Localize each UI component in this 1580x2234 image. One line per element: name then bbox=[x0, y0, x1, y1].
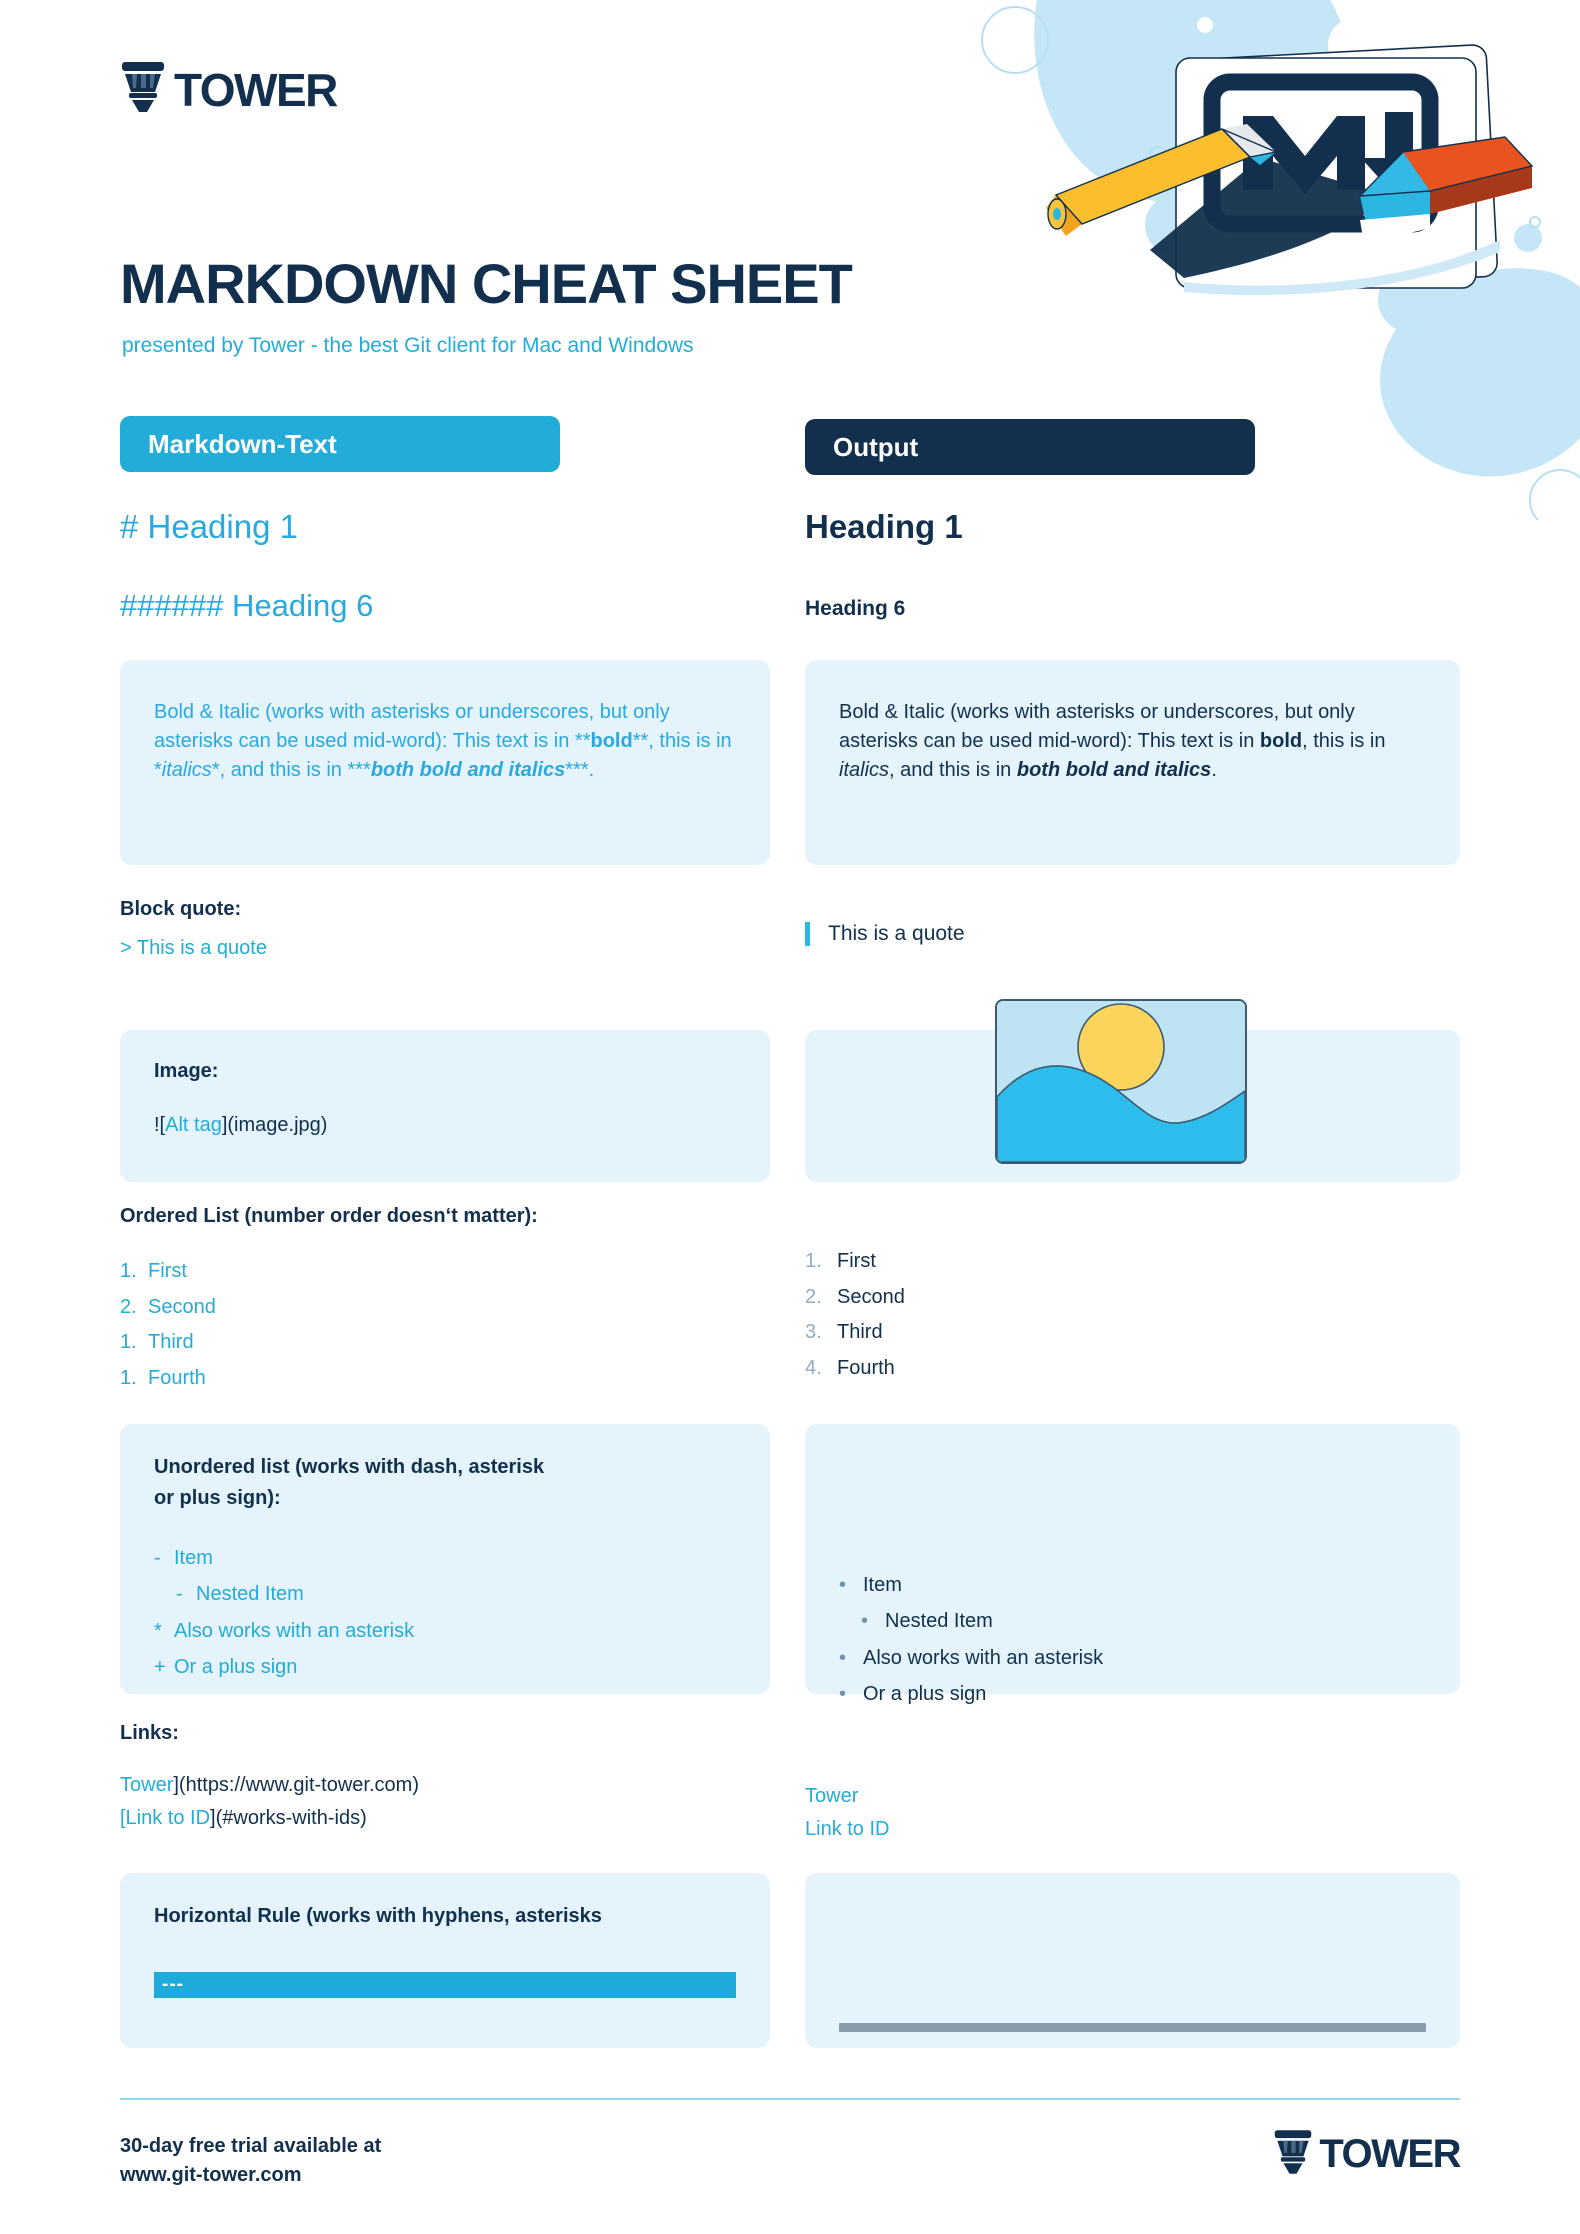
links-md-line1-url: ](https://www.git-tower.com) bbox=[173, 1774, 419, 1796]
row-heading1-output bbox=[805, 508, 1460, 546]
blockquote-output-text: This is a quote bbox=[828, 922, 965, 945]
bi-md-part2: , this is in bbox=[648, 730, 732, 752]
bi-md-both-marks-open: *** bbox=[347, 759, 371, 781]
bi-out-part1: Bold & Italic (works with asterisks or underscores, but only asterisks can be used mid-word): This text is in bbox=[839, 701, 1355, 752]
bolditalic-markdown-text bbox=[154, 698, 736, 785]
list-item bbox=[839, 1567, 1426, 1603]
bi-out-part2: , this is in bbox=[1302, 730, 1386, 752]
row-heading1-markdown bbox=[120, 508, 770, 546]
column-header-output-label: Output bbox=[833, 431, 919, 462]
row-image-output-card bbox=[805, 1030, 1460, 1182]
page-title: MARKDOWN CHEAT SHEET bbox=[120, 252, 852, 315]
unorderedlist-markdown-items bbox=[154, 1540, 736, 1686]
pencil-icon bbox=[1046, 124, 1276, 236]
landscape-image-placeholder-icon bbox=[995, 999, 1247, 1164]
list-item bbox=[120, 1290, 770, 1326]
list-item-label: Third bbox=[837, 1321, 883, 1344]
list-item bbox=[154, 1613, 736, 1649]
list-item-label: Nested Item bbox=[885, 1610, 993, 1633]
image-md-suffix: ](image.jpg) bbox=[221, 1114, 328, 1136]
links-md-line2-link: [Link to ID bbox=[120, 1807, 211, 1829]
bi-md-bold-word: bold bbox=[590, 730, 633, 752]
image-label: Image: bbox=[154, 1060, 219, 1082]
row-unorderedlist-output-card bbox=[805, 1424, 1460, 1706]
row-horizontalrule-markdown-card bbox=[120, 1873, 770, 2048]
list-item-label: Also works with an asterisk bbox=[863, 1646, 1104, 1669]
unorderedlist-label-line2: or plus sign): bbox=[154, 1487, 281, 1509]
links-output-link-id[interactable]: Link to ID bbox=[805, 1818, 890, 1840]
list-item bbox=[805, 1244, 1460, 1280]
footer-divider bbox=[120, 2098, 1460, 2100]
horizontalrule-markdown-text: --- bbox=[154, 1972, 736, 1998]
list-item bbox=[120, 1325, 770, 1361]
image-markdown-text bbox=[154, 1111, 736, 1140]
horizontalrule-output-divider bbox=[839, 2023, 1426, 2032]
list-item-label: Second bbox=[837, 1285, 905, 1308]
bi-md-italic-marks-close: * bbox=[211, 759, 220, 781]
list-item-label: Fourth bbox=[837, 1356, 895, 1379]
list-item bbox=[805, 1280, 1460, 1316]
heading6-output-text: Heading 6 bbox=[805, 597, 906, 620]
orderedlist-label: Ordered List (number order doesn‘t matter): bbox=[120, 1205, 538, 1227]
row-links-output bbox=[805, 1782, 1460, 1844]
page-subtitle: presented by Tower - the best Git client for Mac and Windows bbox=[122, 334, 694, 357]
deco-cards bbox=[1176, 44, 1498, 291]
list-item-marker: - bbox=[176, 1583, 183, 1606]
list-item-label: Or a plus sign bbox=[174, 1656, 298, 1679]
list-item bbox=[839, 1676, 1426, 1712]
list-item-marker: 4. bbox=[805, 1356, 822, 1379]
bolditalic-output-text bbox=[839, 698, 1426, 785]
list-item-marker: 3. bbox=[805, 1321, 822, 1344]
list-item-label: Item bbox=[863, 1574, 902, 1596]
blockquote-markdown-text: > This is a quote bbox=[120, 937, 267, 959]
list-item-marker: • bbox=[839, 1683, 847, 1706]
image-md-alt: Alt tag bbox=[165, 1114, 222, 1136]
bi-out-part4: . bbox=[1211, 759, 1217, 781]
bi-md-part1: Bold & Italic (works with asterisks or underscores, but only asterisks can be used mid-word): This text is in bbox=[154, 701, 670, 752]
list-item-marker: * bbox=[154, 1619, 162, 1642]
list-item-marker: • bbox=[839, 1646, 847, 1669]
list-item bbox=[120, 1361, 770, 1397]
links-markdown-line1 bbox=[120, 1771, 770, 1800]
markdown-logo-icon bbox=[1212, 82, 1437, 224]
list-item-label: First bbox=[148, 1260, 187, 1282]
unorderedlist-output-items bbox=[839, 1567, 1426, 1713]
list-item-label: Nested Item bbox=[196, 1583, 304, 1606]
heading1-markdown-text: # Heading 1 bbox=[120, 508, 298, 545]
footer-line1: 30-day free trial available at bbox=[120, 2135, 382, 2157]
links-markdown-line2 bbox=[120, 1804, 770, 1833]
footer-text bbox=[120, 2132, 381, 2190]
column-header-markdown-label: Markdown-Text bbox=[148, 428, 337, 459]
list-item bbox=[154, 1649, 736, 1685]
list-item-marker: + bbox=[154, 1656, 166, 1679]
bi-md-both-marks-close: *** bbox=[565, 759, 589, 781]
tower-logo-icon bbox=[1273, 2128, 1313, 2181]
tower-logo-wordmark: TOWER bbox=[1319, 2132, 1460, 2176]
list-item-label: Second bbox=[148, 1295, 216, 1318]
eraser-icon bbox=[1360, 137, 1532, 244]
list-item-marker: • bbox=[839, 1574, 847, 1596]
row-image-markdown-card bbox=[120, 1030, 770, 1182]
bi-out-bold: bold bbox=[1259, 730, 1303, 752]
list-item-marker: 1. bbox=[120, 1260, 137, 1282]
links-label: Links: bbox=[120, 1722, 179, 1744]
list-item bbox=[154, 1540, 736, 1576]
list-item-label: Item bbox=[174, 1547, 213, 1569]
links-md-line2-url: ](#works-with-ids) bbox=[210, 1807, 367, 1829]
list-item-marker: - bbox=[154, 1547, 161, 1569]
row-blockquote-markdown bbox=[120, 898, 770, 963]
row-unorderedlist-markdown-card bbox=[120, 1424, 770, 1694]
blockquote-output bbox=[805, 922, 1460, 946]
bi-md-bold-marks-close: ** bbox=[632, 730, 649, 752]
row-blockquote-output bbox=[805, 922, 1460, 946]
row-orderedlist-markdown bbox=[120, 1205, 770, 1396]
row-heading6-markdown bbox=[120, 588, 770, 624]
list-item-marker: 2. bbox=[805, 1285, 822, 1308]
list-item-label: Fourth bbox=[148, 1366, 206, 1389]
links-output-link-tower[interactable]: Tower bbox=[805, 1785, 859, 1807]
row-bolditalic-output-card bbox=[805, 660, 1460, 865]
list-item bbox=[839, 1640, 1426, 1676]
bi-out-part3: , and this is in bbox=[889, 759, 1017, 781]
deco-shadow bbox=[1150, 158, 1500, 295]
tower-logo-icon bbox=[120, 60, 166, 119]
list-item-label: Also works with an asterisk bbox=[174, 1619, 415, 1642]
bi-md-part3: , and this is in bbox=[219, 759, 348, 781]
list-item bbox=[154, 1576, 736, 1612]
image-md-prefix: ![ bbox=[154, 1114, 166, 1136]
list-item-label: Or a plus sign bbox=[863, 1683, 987, 1706]
row-horizontalrule-output-card bbox=[805, 1873, 1460, 2048]
list-item-label: Third bbox=[148, 1331, 194, 1354]
row-bolditalic-markdown-card bbox=[120, 660, 770, 865]
list-item-marker: 1. bbox=[805, 1250, 822, 1272]
row-links-markdown bbox=[120, 1722, 770, 1833]
footer-line2: www.git-tower.com bbox=[120, 2164, 302, 2186]
list-item-marker: 1. bbox=[120, 1331, 137, 1354]
bi-out-both: both bold and italics bbox=[1016, 759, 1212, 781]
blockquote-label: Block quote: bbox=[120, 898, 242, 920]
column-header-output bbox=[805, 419, 1255, 475]
list-item-marker: 1. bbox=[120, 1366, 137, 1389]
orderedlist-output-items bbox=[805, 1244, 1460, 1386]
tower-logo-footer bbox=[1273, 2128, 1460, 2181]
row-orderedlist-output bbox=[805, 1244, 1460, 1386]
list-item-label: First bbox=[837, 1250, 876, 1272]
bi-out-italic: italics bbox=[839, 759, 890, 781]
horizontalrule-label: Horizontal Rule (works with hyphens, asterisks bbox=[154, 1905, 602, 1927]
bi-md-part4: . bbox=[588, 759, 595, 781]
bi-md-both-word: both bold and italics bbox=[370, 759, 566, 781]
list-item bbox=[805, 1351, 1460, 1387]
list-item bbox=[120, 1254, 770, 1290]
bi-md-italic-marks-open: * bbox=[154, 759, 162, 781]
column-header-markdown bbox=[120, 416, 560, 472]
heading1-output-text: Heading 1 bbox=[805, 508, 963, 545]
tower-logo-header bbox=[120, 60, 337, 119]
bi-md-italic-word: italics bbox=[161, 759, 212, 781]
tower-logo-wordmark: TOWER bbox=[174, 63, 337, 116]
list-item-marker: 2. bbox=[120, 1295, 137, 1318]
heading6-markdown-text: ###### Heading 6 bbox=[120, 588, 374, 623]
bi-md-bold-marks-open: ** bbox=[574, 730, 591, 752]
row-heading6-output bbox=[805, 597, 1460, 621]
list-item-marker: • bbox=[861, 1610, 869, 1633]
unorderedlist-label-line1: Unordered list (works with dash, asterisk bbox=[154, 1456, 545, 1478]
list-item bbox=[805, 1315, 1460, 1351]
list-item bbox=[839, 1603, 1426, 1639]
links-md-line1-link: Tower bbox=[120, 1774, 174, 1796]
orderedlist-markdown-items bbox=[120, 1254, 770, 1396]
